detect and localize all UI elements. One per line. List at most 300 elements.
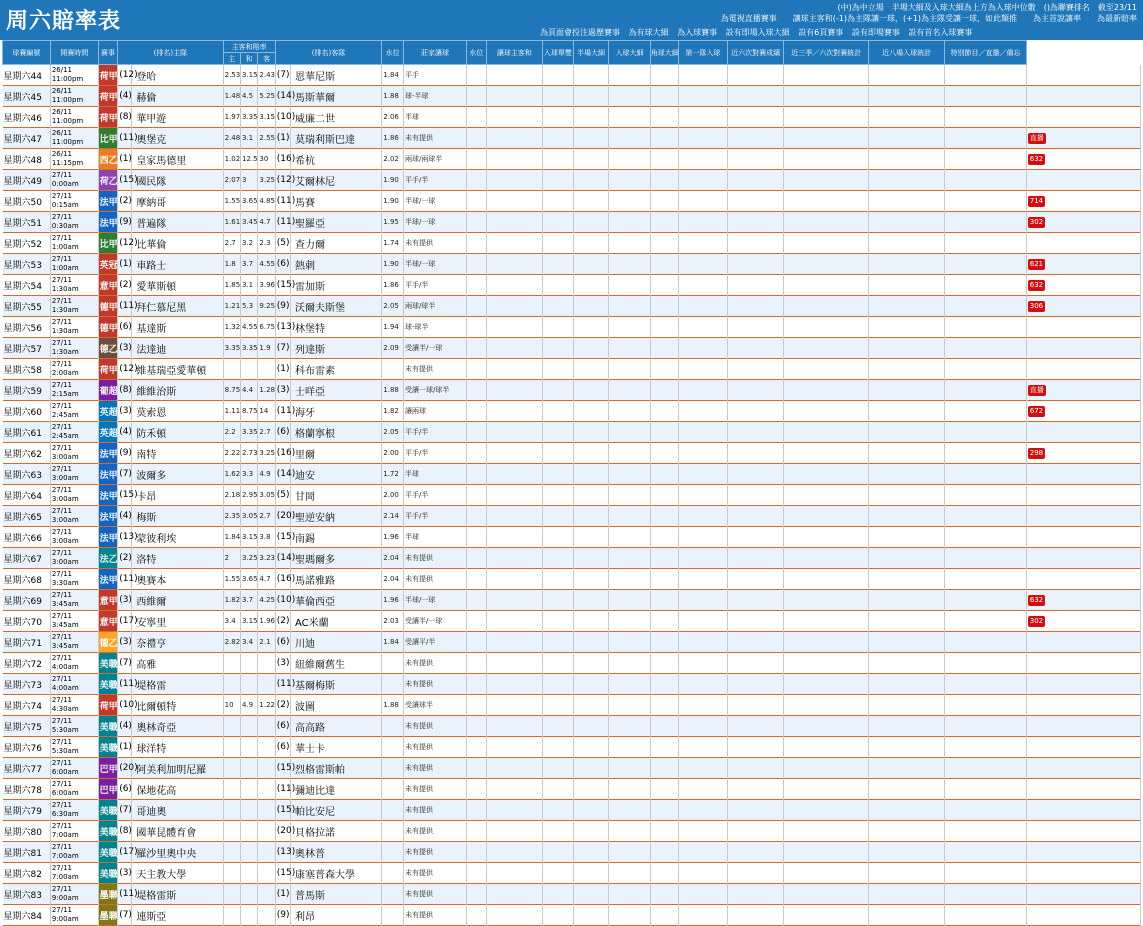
league-badge[interactable]: 法甲 [98,212,118,233]
home-team[interactable]: 阿美利加明尼羅 [132,758,223,779]
market-cell[interactable] [486,632,543,653]
table-row[interactable] [3,527,1141,548]
tv-cell[interactable] [1026,254,1140,275]
odds-away[interactable]: 1.22 [258,695,275,716]
handicap[interactable]: 未有提供 [404,758,467,779]
tv-cell[interactable] [1026,107,1140,128]
market-cell[interactable] [609,506,650,527]
odds-home[interactable]: 1.8 [223,254,240,275]
handicap[interactable]: 兩球/兩球半 [404,149,467,170]
odds-home[interactable] [223,737,240,758]
odds-home[interactable] [223,800,240,821]
handicap[interactable]: 未有提供 [404,884,467,905]
market-cell[interactable] [543,191,573,212]
odds-draw[interactable]: 3.25 [241,548,258,569]
tv-cell[interactable] [1026,443,1140,464]
market-cell[interactable] [727,422,784,443]
market-cell[interactable] [467,800,487,821]
handicap[interactable]: 半球 [404,464,467,485]
away-team[interactable]: 帕比安尼 [290,800,381,821]
away-team[interactable]: 馬斯華爾 [290,86,381,107]
market-cell[interactable] [727,401,784,422]
market-cell[interactable] [609,149,650,170]
odds-home[interactable]: 3.4 [223,611,240,632]
market-cell[interactable] [543,65,573,86]
away-team[interactable]: 馬諾雅路 [290,569,381,590]
handicap[interactable]: 球-球半 [404,317,467,338]
away-team[interactable]: 艾爾林尼 [290,170,381,191]
odds-home[interactable]: 1.48 [223,86,240,107]
market-cell[interactable] [543,359,573,380]
away-team[interactable]: 列達斯 [290,338,381,359]
table-row[interactable] [3,212,1141,233]
market-cell[interactable] [650,611,678,632]
market-cell[interactable] [543,485,573,506]
market-cell[interactable] [467,653,487,674]
tv-cell[interactable] [1026,170,1140,191]
market-cell[interactable] [727,65,784,86]
market-cell[interactable] [486,464,543,485]
handicap[interactable]: 未有提供 [404,359,467,380]
home-team[interactable]: 普遍隊 [132,212,223,233]
tv-cell[interactable] [1026,275,1140,296]
home-team[interactable]: 連斯亞 [132,905,223,926]
market-cell[interactable] [467,233,487,254]
market-cell[interactable] [467,611,487,632]
market-cell[interactable] [609,275,650,296]
market-cell[interactable] [486,779,543,800]
handicap[interactable]: 未有提供 [404,821,467,842]
market-cell[interactable] [486,86,543,107]
market-cell[interactable] [727,737,784,758]
odds-draw[interactable] [241,674,258,695]
market-cell[interactable] [486,317,543,338]
market-cell[interactable] [486,149,543,170]
market-cell[interactable] [573,905,609,926]
market-cell[interactable] [678,884,727,905]
market-cell[interactable] [650,632,678,653]
odds-draw[interactable]: 3.65 [241,569,258,590]
market-cell[interactable] [727,800,784,821]
league-badge[interactable]: 巴甲 [98,779,118,800]
market-cell[interactable] [467,779,487,800]
market-cell[interactable] [650,842,678,863]
market-cell[interactable] [543,842,573,863]
league-badge[interactable]: 德甲 [98,317,118,338]
away-team[interactable]: 馬賽 [290,191,381,212]
market-cell[interactable] [467,191,487,212]
table-row[interactable] [3,380,1141,401]
odds-away[interactable] [258,905,275,926]
market-cell[interactable] [650,464,678,485]
handicap[interactable]: 平手/半 [404,485,467,506]
odds-away[interactable] [258,758,275,779]
handicap[interactable]: 半球/一球 [404,191,467,212]
odds-home[interactable]: 2 [223,548,240,569]
tv-channel-icon[interactable]: 672 [1029,406,1044,415]
odds-away[interactable]: 2.1 [258,632,275,653]
odds-away[interactable]: 14 [258,401,275,422]
odds-draw[interactable] [241,800,258,821]
odds-home[interactable]: 1.55 [223,191,240,212]
market-cell[interactable] [467,149,487,170]
market-cell[interactable] [650,107,678,128]
league-badge[interactable]: 荷甲 [98,107,118,128]
market-cell[interactable] [727,569,784,590]
table-row[interactable] [3,128,1141,149]
market-cell[interactable] [467,884,487,905]
league-badge[interactable]: 巴甲 [98,758,118,779]
table-row[interactable] [3,821,1141,842]
odds-draw[interactable]: 4.4 [241,380,258,401]
market-cell[interactable] [573,737,609,758]
odds-away[interactable]: 3.15 [258,107,275,128]
market-cell[interactable] [609,464,650,485]
home-team[interactable]: 保地花高 [132,779,223,800]
market-cell[interactable] [573,674,609,695]
market-cell[interactable] [678,107,727,128]
market-cell[interactable] [609,191,650,212]
market-cell[interactable] [678,464,727,485]
market-cell[interactable] [467,359,487,380]
away-team[interactable]: 沃爾夫斯堡 [290,296,381,317]
market-cell[interactable] [573,527,609,548]
market-cell[interactable] [486,506,543,527]
market-cell[interactable] [573,779,609,800]
market-cell[interactable] [486,275,543,296]
market-cell[interactable] [486,800,543,821]
market-cell[interactable] [543,254,573,275]
market-cell[interactable] [650,506,678,527]
market-cell[interactable] [467,422,487,443]
market-cell[interactable] [467,338,487,359]
odds-draw[interactable] [241,758,258,779]
tv-cell[interactable] [1026,506,1140,527]
league-badge[interactable]: 荷甲 [98,359,118,380]
odds-away[interactable]: 4.9 [258,464,275,485]
table-row[interactable] [3,191,1141,212]
market-cell[interactable] [543,695,573,716]
away-team[interactable]: 雷加斯 [290,275,381,296]
market-cell[interactable] [609,401,650,422]
market-cell[interactable] [543,128,573,149]
market-cell[interactable] [486,695,543,716]
market-cell[interactable] [467,401,487,422]
market-cell[interactable] [727,191,784,212]
market-cell[interactable] [486,107,543,128]
market-cell[interactable] [486,905,543,926]
away-team[interactable]: 里爾 [290,443,381,464]
market-cell[interactable] [650,254,678,275]
market-cell[interactable] [573,884,609,905]
market-cell[interactable] [678,695,727,716]
market-cell[interactable] [650,716,678,737]
market-cell[interactable] [650,485,678,506]
table-row[interactable] [3,359,1141,380]
away-team[interactable]: 利昂 [290,905,381,926]
market-cell[interactable] [486,758,543,779]
market-cell[interactable] [467,107,487,128]
home-team[interactable]: 天主教大學 [132,863,223,884]
league-badge[interactable]: 法乙 [98,548,118,569]
league-badge[interactable]: 美職 [98,716,118,737]
market-cell[interactable] [727,548,784,569]
tv-cell[interactable] [1026,128,1140,149]
market-cell[interactable] [467,737,487,758]
handicap[interactable]: 未有提供 [404,674,467,695]
market-cell[interactable] [543,779,573,800]
odds-home[interactable]: 2.18 [223,485,240,506]
odds-away[interactable]: 4.85 [258,191,275,212]
odds-draw[interactable] [241,905,258,926]
market-cell[interactable] [678,632,727,653]
market-cell[interactable] [650,170,678,191]
odds-home[interactable] [223,758,240,779]
handicap[interactable]: 半球/一球 [404,212,467,233]
market-cell[interactable] [678,170,727,191]
market-cell[interactable] [678,254,727,275]
league-badge[interactable]: 墨聯 [98,905,118,926]
market-cell[interactable] [650,695,678,716]
market-cell[interactable] [609,254,650,275]
odds-away[interactable]: 2.7 [258,422,275,443]
market-cell[interactable] [727,464,784,485]
tv-cell[interactable] [1026,632,1140,653]
odds-home[interactable] [223,779,240,800]
odds-home[interactable] [223,821,240,842]
market-cell[interactable] [543,149,573,170]
league-badge[interactable]: 法甲 [98,569,118,590]
handicap[interactable]: 平手/半 [404,443,467,464]
market-cell[interactable] [486,548,543,569]
market-cell[interactable] [650,191,678,212]
market-cell[interactable] [467,212,487,233]
market-cell[interactable] [573,170,609,191]
odds-away[interactable]: 3.05 [258,485,275,506]
market-cell[interactable] [486,296,543,317]
league-badge[interactable]: 英冠 [98,254,118,275]
market-cell[interactable] [467,821,487,842]
table-row[interactable] [3,716,1141,737]
market-cell[interactable] [573,191,609,212]
market-cell[interactable] [573,275,609,296]
market-cell[interactable] [609,317,650,338]
home-team[interactable]: 國民隊 [132,170,223,191]
odds-away[interactable]: 3.23 [258,548,275,569]
league-badge[interactable]: 英超 [98,401,118,422]
table-row[interactable] [3,443,1141,464]
handicap[interactable]: 平手/半 [404,170,467,191]
market-cell[interactable] [609,590,650,611]
market-cell[interactable] [609,569,650,590]
market-cell[interactable] [543,233,573,254]
market-cell[interactable] [727,212,784,233]
away-team[interactable]: 紐維爾舊生 [290,653,381,674]
table-row[interactable] [3,632,1141,653]
odds-away[interactable]: 3.25 [258,443,275,464]
away-team[interactable]: 科布雷素 [290,359,381,380]
market-cell[interactable] [467,128,487,149]
market-cell[interactable] [573,569,609,590]
market-cell[interactable] [486,527,543,548]
home-team[interactable]: 維維治斯 [132,380,223,401]
tv-cell[interactable] [1026,842,1140,863]
market-cell[interactable] [543,107,573,128]
odds-draw[interactable] [241,653,258,674]
market-cell[interactable] [486,65,543,86]
market-cell[interactable] [727,233,784,254]
market-cell[interactable] [467,485,487,506]
home-team[interactable]: 球洋特 [132,737,223,758]
market-cell[interactable] [727,275,784,296]
odds-draw[interactable]: 3.4 [241,632,258,653]
odds-draw[interactable] [241,737,258,758]
market-cell[interactable] [573,485,609,506]
market-cell[interactable] [543,86,573,107]
table-row[interactable] [3,842,1141,863]
odds-home[interactable]: 2.35 [223,506,240,527]
market-cell[interactable] [609,737,650,758]
odds-home[interactable]: 1.82 [223,590,240,611]
handicap[interactable]: 未有提供 [404,716,467,737]
handicap[interactable]: 未有提供 [404,233,467,254]
market-cell[interactable] [573,653,609,674]
home-team[interactable]: 愛華斯頓 [132,275,223,296]
odds-away[interactable]: 3.25 [258,170,275,191]
market-cell[interactable] [650,758,678,779]
home-team[interactable]: 西維爾 [132,590,223,611]
market-cell[interactable] [543,905,573,926]
away-team[interactable]: 高高路 [290,716,381,737]
odds-home[interactable] [223,905,240,926]
tv-channel-icon[interactable]: 302 [1029,616,1044,625]
tv-cell[interactable] [1026,65,1140,86]
market-cell[interactable] [727,359,784,380]
table-row[interactable] [3,800,1141,821]
handicap[interactable]: 受讓一球/球半 [404,380,467,401]
handicap[interactable]: 未有提供 [404,842,467,863]
market-cell[interactable] [678,863,727,884]
market-cell[interactable] [650,422,678,443]
away-team[interactable]: 華士卡 [290,737,381,758]
odds-away[interactable]: 4.25 [258,590,275,611]
handicap[interactable]: 平手 [404,65,467,86]
handicap[interactable]: 未有提供 [404,737,467,758]
tv-cell[interactable] [1026,695,1140,716]
market-cell[interactable] [678,821,727,842]
odds-draw[interactable] [241,863,258,884]
table-row[interactable] [3,548,1141,569]
table-row[interactable] [3,485,1141,506]
table-row[interactable] [3,275,1141,296]
market-cell[interactable] [650,380,678,401]
odds-home[interactable]: 2.07 [223,170,240,191]
market-cell[interactable] [609,65,650,86]
table-row[interactable] [3,296,1141,317]
odds-draw[interactable]: 3.15 [241,527,258,548]
odds-draw[interactable] [241,884,258,905]
tv-cell[interactable] [1026,212,1140,233]
market-cell[interactable] [486,716,543,737]
market-cell[interactable] [678,380,727,401]
odds-draw[interactable]: 4.5 [241,86,258,107]
odds-draw[interactable]: 2.95 [241,485,258,506]
table-row[interactable] [3,254,1141,275]
market-cell[interactable] [486,863,543,884]
odds-home[interactable] [223,359,240,380]
market-cell[interactable] [573,695,609,716]
market-cell[interactable] [467,569,487,590]
market-cell[interactable] [467,716,487,737]
handicap[interactable]: 未有提供 [404,128,467,149]
league-badge[interactable]: 意甲 [98,611,118,632]
handicap[interactable]: 半球 [404,107,467,128]
market-cell[interactable] [678,65,727,86]
away-team[interactable]: 基爾梅斯 [290,674,381,695]
market-cell[interactable] [543,170,573,191]
market-cell[interactable] [650,905,678,926]
market-cell[interactable] [486,611,543,632]
table-row[interactable] [3,401,1141,422]
market-cell[interactable] [650,128,678,149]
tv-cell[interactable] [1026,905,1140,926]
market-cell[interactable] [650,359,678,380]
market-cell[interactable] [609,548,650,569]
league-badge[interactable]: 美職 [98,674,118,695]
market-cell[interactable] [573,464,609,485]
tv-cell[interactable] [1026,359,1140,380]
market-cell[interactable] [727,170,784,191]
odds-away[interactable] [258,800,275,821]
market-cell[interactable] [609,128,650,149]
market-cell[interactable] [609,905,650,926]
market-cell[interactable] [678,86,727,107]
market-cell[interactable] [543,212,573,233]
odds-away[interactable] [258,779,275,800]
odds-home[interactable]: 1.55 [223,569,240,590]
handicap[interactable]: 受讓半/一球 [404,611,467,632]
market-cell[interactable] [727,842,784,863]
away-team[interactable]: 查力爾 [290,233,381,254]
market-cell[interactable] [573,611,609,632]
home-team[interactable]: 哥迪奧 [132,800,223,821]
odds-away[interactable]: 2.43 [258,65,275,86]
odds-draw[interactable] [241,821,258,842]
odds-away[interactable]: 30 [258,149,275,170]
market-cell[interactable] [678,401,727,422]
league-badge[interactable]: 荷甲 [98,695,118,716]
tv-cell[interactable] [1026,737,1140,758]
handicap[interactable]: 受讓平/半 [404,632,467,653]
market-cell[interactable] [573,233,609,254]
table-row[interactable] [3,884,1141,905]
market-cell[interactable] [727,611,784,632]
table-row[interactable] [3,905,1141,926]
market-cell[interactable] [727,695,784,716]
market-cell[interactable] [609,233,650,254]
market-cell[interactable] [467,275,487,296]
league-badge[interactable]: 美職 [98,653,118,674]
market-cell[interactable] [467,464,487,485]
market-cell[interactable] [467,632,487,653]
tv-cell[interactable] [1026,338,1140,359]
market-cell[interactable] [650,149,678,170]
market-cell[interactable] [609,800,650,821]
market-cell[interactable] [543,548,573,569]
home-team[interactable]: 車路士 [132,254,223,275]
tv-cell[interactable] [1026,464,1140,485]
handicap[interactable]: 半球/一球 [404,254,467,275]
